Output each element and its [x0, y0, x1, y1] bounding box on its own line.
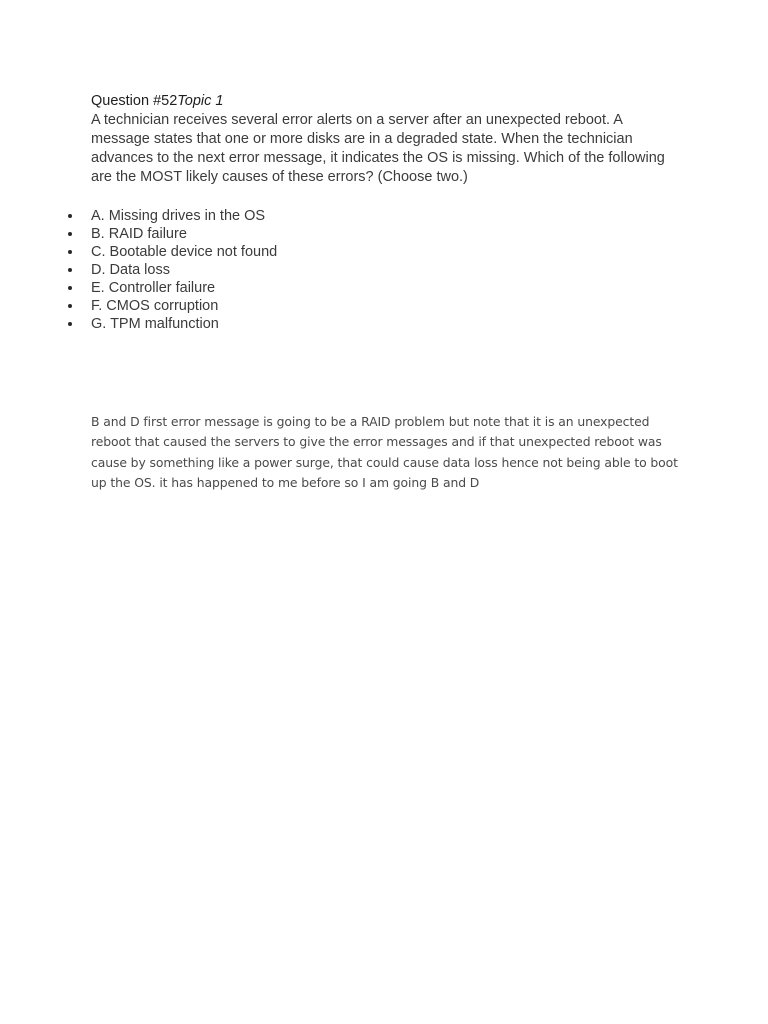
- question-text: A technician receives several error alerts on a server after an unexpected reboot. A message states that one or more disks are in a degraded state. When the technician advances to the next error message, it indicates the OS is missing. Which of the following are the MOST likely causes of these errors? (Choose two.): [91, 112, 665, 185]
- bullet-icon: [68, 322, 72, 326]
- answer-comment: B and D first error message is going to be a RAID problem but note that it is an unexpected reboot that caused the servers to give the error messages and if that unexpected reboot was cause by something like a power surge, that could cause data loss hence not being able to boot up the OS. it has happened to me before so I am going B and D: [91, 414, 678, 490]
- bullet-icon: [68, 268, 72, 272]
- bullet-icon: [68, 214, 72, 218]
- option-label: C. Bootable device not found: [91, 244, 278, 260]
- option-a: [62, 207, 462, 225]
- option-label: G. TPM malfunction: [91, 316, 219, 332]
- question-number: Question #52: [91, 93, 178, 109]
- option-label: B. RAID failure: [91, 226, 187, 242]
- option-label: E. Controller failure: [91, 280, 216, 296]
- question-topic: Topic 1: [177, 93, 224, 109]
- question-header: [91, 92, 671, 111]
- option-f: [62, 297, 462, 315]
- option-b: [62, 225, 462, 243]
- option-label: F. CMOS corruption: [91, 298, 219, 314]
- question-block: [91, 92, 671, 187]
- option-e: [62, 279, 462, 297]
- option-label: D. Data loss: [91, 262, 170, 278]
- bullet-icon: [68, 250, 72, 254]
- bullet-icon: [68, 232, 72, 236]
- option-label: A. Missing drives in the OS: [91, 208, 266, 224]
- option-d: [62, 261, 462, 279]
- option-g: [62, 315, 462, 333]
- option-c: [62, 243, 462, 261]
- bullet-icon: [68, 286, 72, 290]
- bullet-icon: [68, 304, 72, 308]
- answer-options-list: [62, 207, 462, 333]
